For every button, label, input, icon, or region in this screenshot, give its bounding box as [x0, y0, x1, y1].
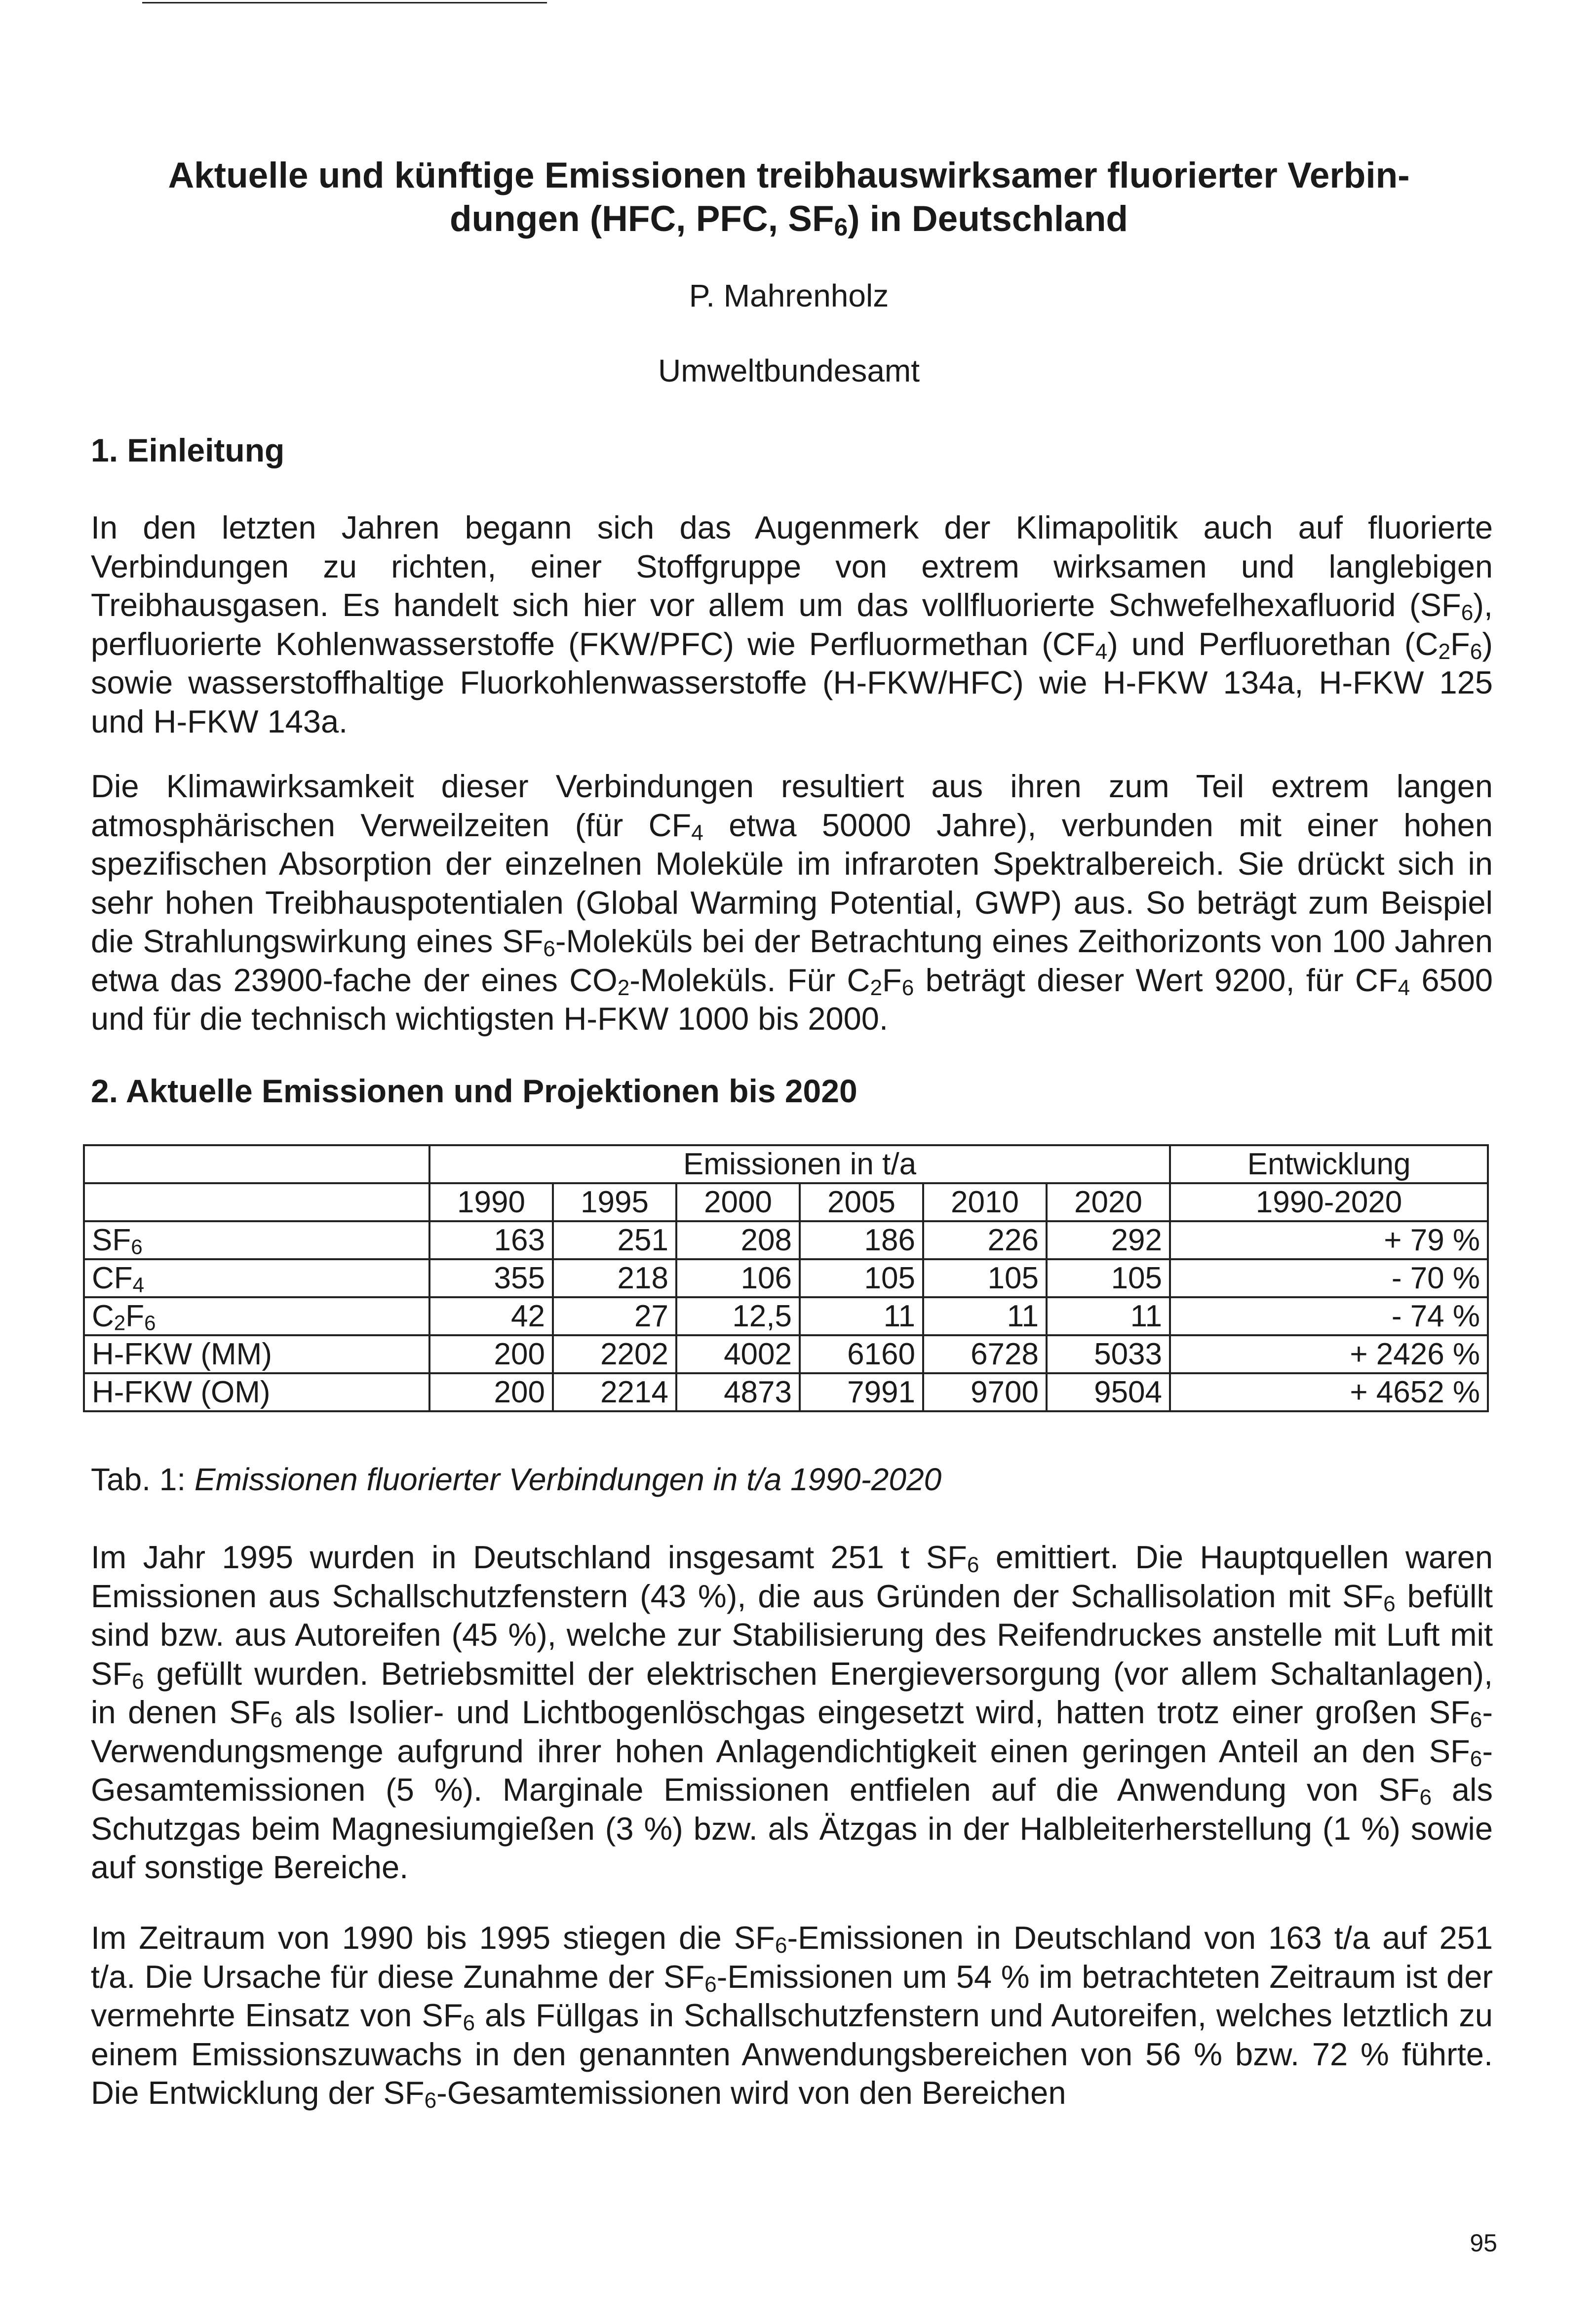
title-text: ) in Deutschland — [848, 199, 1129, 239]
table-trend-cell: - 74 % — [1170, 1297, 1488, 1335]
table-trend-cell: + 79 % — [1170, 1221, 1488, 1259]
table-cell: 2202 — [553, 1335, 676, 1373]
table-cell: 105 — [800, 1259, 923, 1297]
table-trend-cell: + 4652 % — [1170, 1373, 1488, 1411]
table-cell: 251 — [553, 1221, 676, 1259]
table-cell: 11 — [1047, 1297, 1170, 1335]
table-year-header: 1990 — [429, 1183, 553, 1221]
table-row-label: $CF_4$ — [84, 1259, 429, 1297]
table-cell: 186 — [800, 1221, 923, 1259]
paper-title — [83, 154, 1495, 241]
table-corner-cell — [84, 1145, 429, 1183]
table-row-label: $SF_6$ — [84, 1221, 429, 1259]
table-cell: 292 — [1047, 1221, 1170, 1259]
table-trend-header: Entwicklung — [1170, 1145, 1488, 1183]
title-line-1: Aktuelle und künftige Emissionen treibhauswirksamer fluorierter Verbin- — [168, 155, 1410, 195]
table-cell: 355 — [429, 1259, 553, 1297]
section-heading-1: 1. Einleitung — [91, 432, 285, 468]
table-cell: 4873 — [676, 1373, 800, 1411]
title-line-2 — [83, 197, 1495, 241]
table-group-header: Emissionen in t/a — [429, 1145, 1170, 1183]
table-cell: 11 — [800, 1297, 923, 1335]
caption-label: Tab. 1: — [91, 1462, 195, 1497]
table-corner-cell — [84, 1183, 429, 1221]
paragraph-body-1: Im Jahr 1995 wurden in Deutschland insgesamt 251 t $SF_6$ emittiert. Die Hauptquellen waren Emissionen aus Schallschutzfenstern (43 %), die aus Gründen der Schallisolation mit $SF_6$ befüllt sind bzw. aus Autoreifen (45 %), welche zur Stabilisierung des Reifendruckes anstelle mit Luft mit $SF_6$ gefüllt wurden. Betriebsmittel der elektrischen Energieversorgung (vor allem Schaltanlagen), in denen $SF_6$ als Isolier- und Lichtbogenlöschgas eingesetzt wird, hatten trotz einer großen $SF_6$-Verwendungsmenge aufgrund ihrer hohen Anlagendichtigkeit einen geringen Anteil an den $SF_6$-Gesamtemissionen (5 %). Marginale Emissionen entfielen auf die Anwendung von $SF_6$ als Schutzgas beim Magnesiumgießen (3 %) bzw. als Ätzgas in der Halbleiterherstellung (1 %) sowie auf sonstige Bereiche. — [91, 1539, 1493, 1885]
caption-text: Emissionen fluorierter Verbindungen in t/a 1990-2020 — [194, 1462, 942, 1497]
table-row — [84, 1259, 1488, 1297]
table-cell: 208 — [676, 1221, 800, 1259]
table-year-header: 2005 — [800, 1183, 923, 1221]
table-cell: 12,5 — [676, 1297, 800, 1335]
table-cell: 27 — [553, 1297, 676, 1335]
table-row — [84, 1373, 1488, 1411]
table-trend-cell: - 70 % — [1170, 1259, 1488, 1297]
table-row — [84, 1221, 1488, 1259]
title-text: dungen (HFC, PFC, SF — [449, 199, 834, 239]
table-cell: 218 — [553, 1259, 676, 1297]
paragraph-intro-1: In den letzten Jahren begann sich das Augenmerk der Klimapolitik auch auf fluorierte Verbindungen zu richten, einer Stoffgruppe von extrem wirksamen und langlebigen Treibhausgasen. Es handelt sich hier vor allem um das vollfluorierte Schwefelhexafluorid $(SF_6)$, perfluorierte Kohlenwasserstoffe (FKW/PFC) wie Perfluormethan $(CF_4)$ und Perfluorethan $(C_2F_6)$ sowie wasserstoffhaltige Fluorkohlenwasserstoffe (H-FKW/HFC) wie H-FKW 134a, H-FKW 125 und H-FKW 143a. — [91, 509, 1493, 739]
table-cell: 105 — [923, 1259, 1047, 1297]
emissions-table — [83, 1144, 1489, 1412]
table-year-header: 2000 — [676, 1183, 800, 1221]
section-heading-2: 2. Aktuelle Emissionen und Projektionen bis 2020 — [91, 1073, 857, 1109]
author: P. Mahrenholz — [689, 278, 889, 313]
paragraph-body-2: Im Zeitraum von 1990 bis 1995 stiegen die $SF_6$-Emissionen in Deutschland von 163 t/a auf 251 t/a. Die Ursache für diese Zunahme der $SF_6$-Emissionen um 54 % im betrachteten Zeitraum ist der vermehrte Einsatz von $SF_6$ als Füllgas in Schallschutzfenstern und Autoreifen, welches letztlich zu einem Emissionszuwachs in den genannten Anwendungsbereichen von 56 % bzw. 72 % führte. Die Entwicklung der $SF_6$-Gesamtemissionen wird von den Bereichen — [91, 1920, 1493, 2113]
table-trend-period: 1990-2020 — [1170, 1183, 1488, 1221]
table-cell: 5033 — [1047, 1335, 1170, 1373]
title-subscript: 6 — [834, 213, 848, 241]
table-cell: 105 — [1047, 1259, 1170, 1297]
table-cell: 6728 — [923, 1335, 1047, 1373]
table-cell: 2214 — [553, 1373, 676, 1411]
table-cell: 106 — [676, 1259, 800, 1297]
top-rule — [142, 2, 547, 3]
table-cell: 6160 — [800, 1335, 923, 1373]
table-row-label: H-FKW (OM) — [84, 1373, 429, 1411]
table-cell: 7991 — [800, 1373, 923, 1411]
table-year-row — [84, 1183, 1488, 1221]
table-row — [84, 1335, 1488, 1373]
table-cell: 200 — [429, 1373, 553, 1411]
paragraph-intro-2: Die Klimawirksamkeit dieser Verbindungen resultiert aus ihren zum Teil extrem langen atmosphärischen Verweilzeiten (für $CF_4$ etwa 50000 Jahre), verbunden mit einer hohen spezifischen Absorption der einzelnen Moleküle im infraroten Spektralbereich. Sie drückt sich in sehr hohen Treibhauspotentialen (Global Warming Potential, GWP) aus. So beträgt zum Beispiel die Strahlungswirkung eines $SF_6$-Moleküls bei der Betrachtung eines Zeithorizonts von 100 Jahren etwa das 23900-fache der eines $CO_2$-Moleküls. Für $C_2F_6$ beträgt dieser Wert 9200, für $CF_4$ 6500 und für die technisch wichtigsten H-FKW 1000 bis 2000. — [91, 768, 1493, 1037]
table-cell: 4002 — [676, 1335, 800, 1373]
table-caption — [91, 1460, 941, 1499]
table-cell: 42 — [429, 1297, 553, 1335]
table-year-header: 1995 — [553, 1183, 676, 1221]
table-header-row — [84, 1145, 1488, 1183]
table-cell: 163 — [429, 1221, 553, 1259]
table-cell: 226 — [923, 1221, 1047, 1259]
table-cell: 200 — [429, 1335, 553, 1373]
table-row — [84, 1297, 1488, 1335]
table-row-label: $C_2F_6$ — [84, 1297, 429, 1335]
affiliation: Umweltbundesamt — [658, 353, 920, 388]
table-trend-cell: + 2426 % — [1170, 1335, 1488, 1373]
table-year-header: 2020 — [1047, 1183, 1170, 1221]
table-cell: 11 — [923, 1297, 1047, 1335]
table-cell: 9504 — [1047, 1373, 1170, 1411]
table-row-label: H-FKW (MM) — [84, 1335, 429, 1373]
table-year-header: 2010 — [923, 1183, 1047, 1221]
page-number: 95 — [1470, 2229, 1497, 2257]
table-cell: 9700 — [923, 1373, 1047, 1411]
